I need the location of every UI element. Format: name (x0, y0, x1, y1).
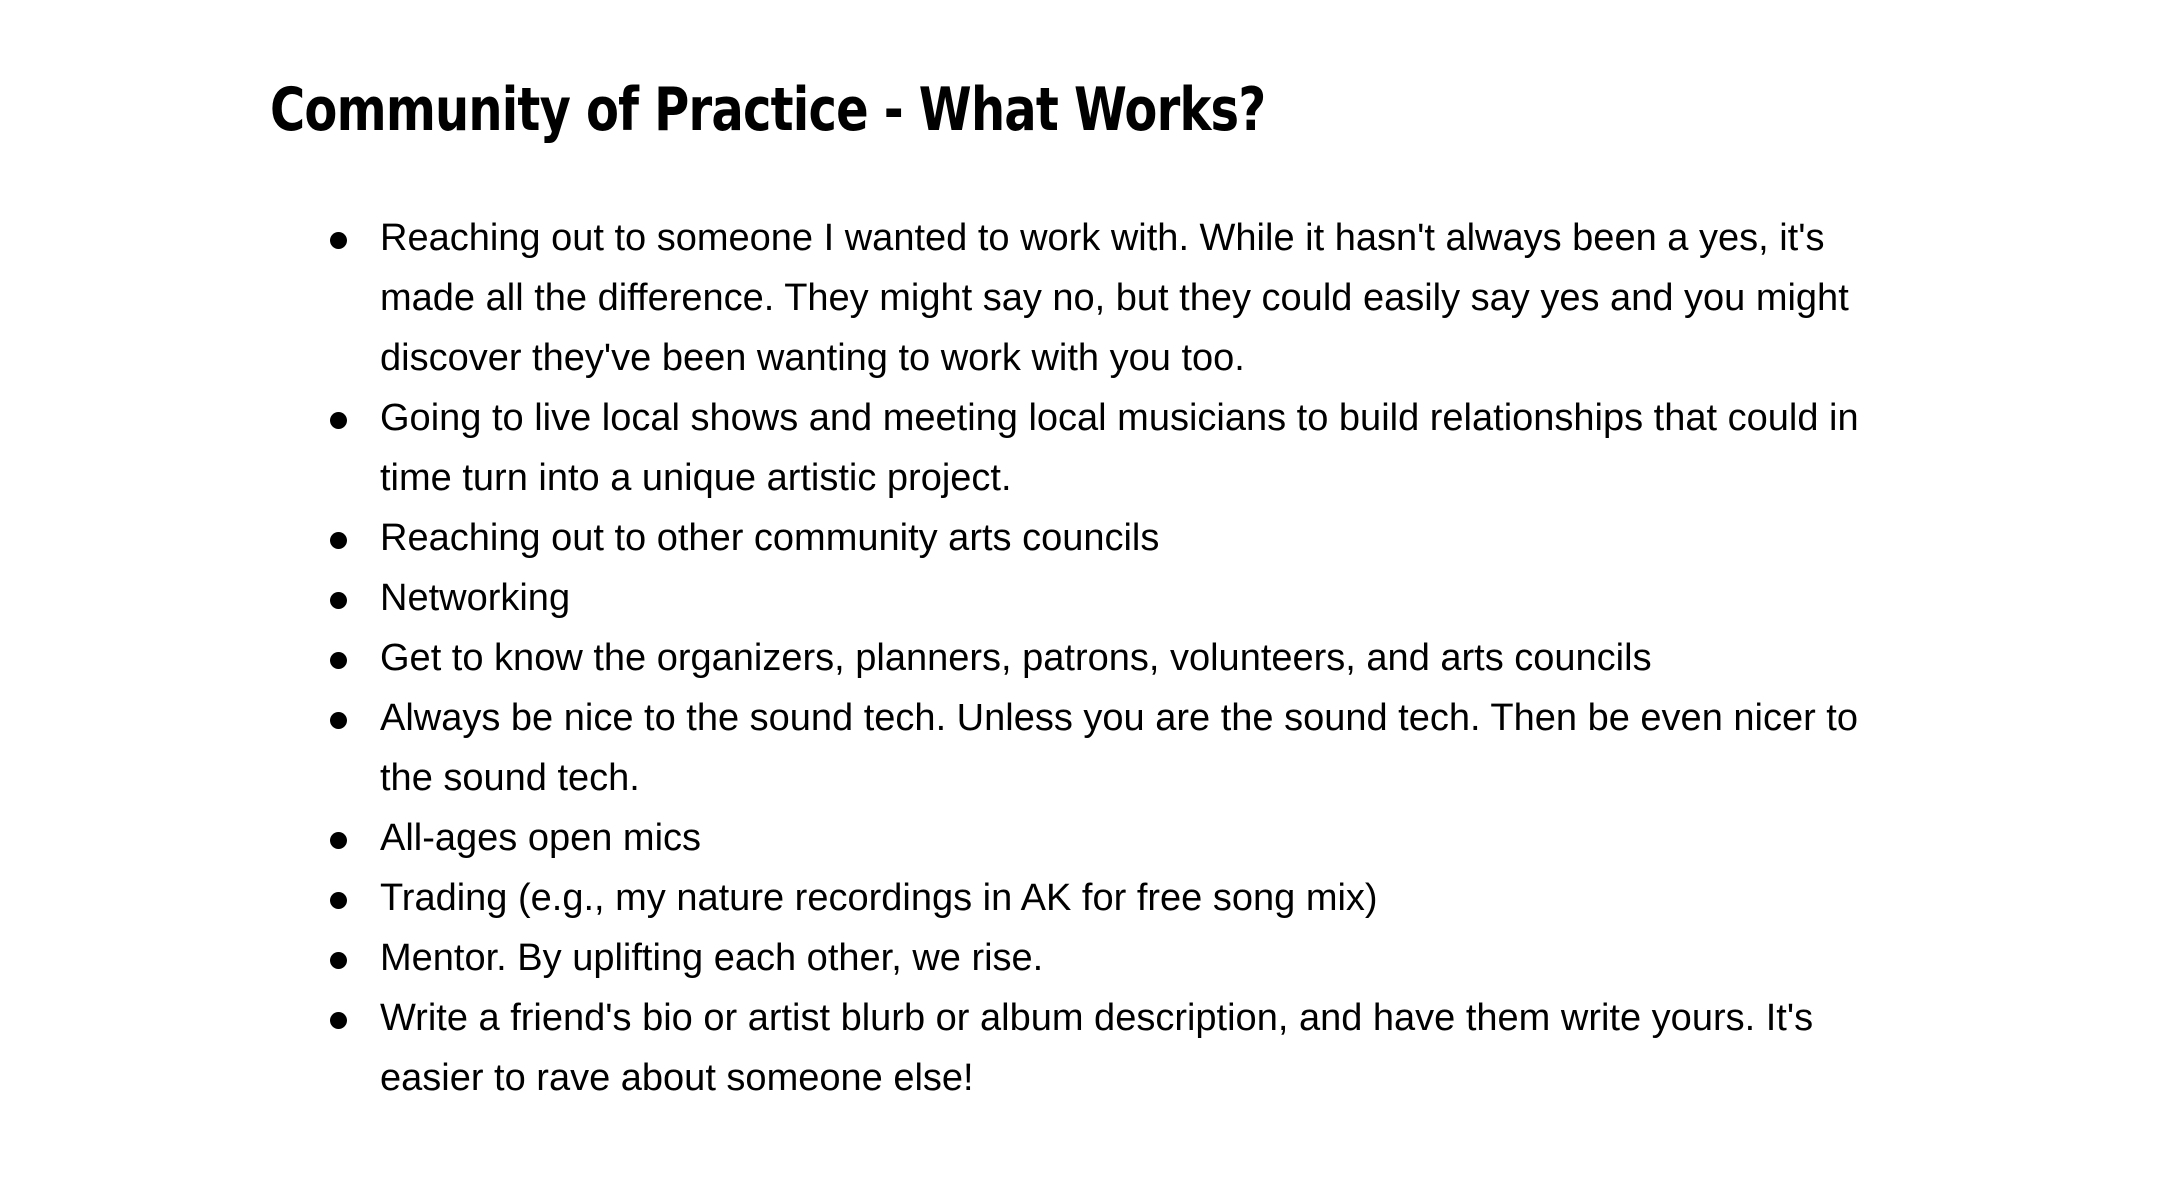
list-item-text: Trading (e.g., my nature recordings in AK for free song mix) (380, 877, 1378, 919)
bullet-icon (330, 832, 347, 849)
list-item (330, 928, 1890, 988)
list-item-text: Write a friend's bio or artist blurb or album description, and have them write yours. It's easier to rave about someone else! (380, 997, 1814, 1099)
list-item (330, 208, 1890, 388)
list-item (330, 388, 1890, 508)
list-item-text: Reaching out to someone I wanted to work with. While it hasn't always been a yes, it's made all the difference. They might say no, but they could easily say yes and you might discover they've been wanting to work with you too. (380, 217, 1849, 379)
bullet-icon (330, 892, 347, 909)
list-item (330, 988, 1890, 1108)
bullet-icon (330, 412, 347, 429)
bullet-icon (330, 532, 347, 549)
list-item-text: Mentor. By uplifting each other, we rise. (380, 937, 1044, 979)
list-item (330, 688, 1890, 808)
slide-title: Community of Practice - What Works? (270, 75, 1266, 145)
list-item-text: Reaching out to other community arts councils (380, 517, 1160, 559)
list-item-text: Always be nice to the sound tech. Unless you are the sound tech. Then be even nicer to the sound tech. (380, 697, 1858, 799)
list-item (330, 508, 1890, 568)
bullet-icon (330, 592, 347, 609)
list-item-text: Get to know the organizers, planners, patrons, volunteers, and arts councils (380, 637, 1652, 679)
bullet-list (330, 208, 1890, 1108)
bullet-icon (330, 232, 347, 249)
list-item-text: Networking (380, 577, 571, 619)
list-item (330, 808, 1890, 868)
list-item (330, 628, 1890, 688)
list-item-text: All-ages open mics (380, 817, 702, 859)
list-item (330, 868, 1890, 928)
list-item-text: Going to live local shows and meeting local musicians to build relationships that could in time turn into a unique artistic project. (380, 397, 1859, 499)
bullet-icon (330, 712, 347, 729)
bullet-icon (330, 1012, 347, 1029)
bullet-icon (330, 952, 347, 969)
bullet-icon (330, 652, 347, 669)
list-item (330, 568, 1890, 628)
